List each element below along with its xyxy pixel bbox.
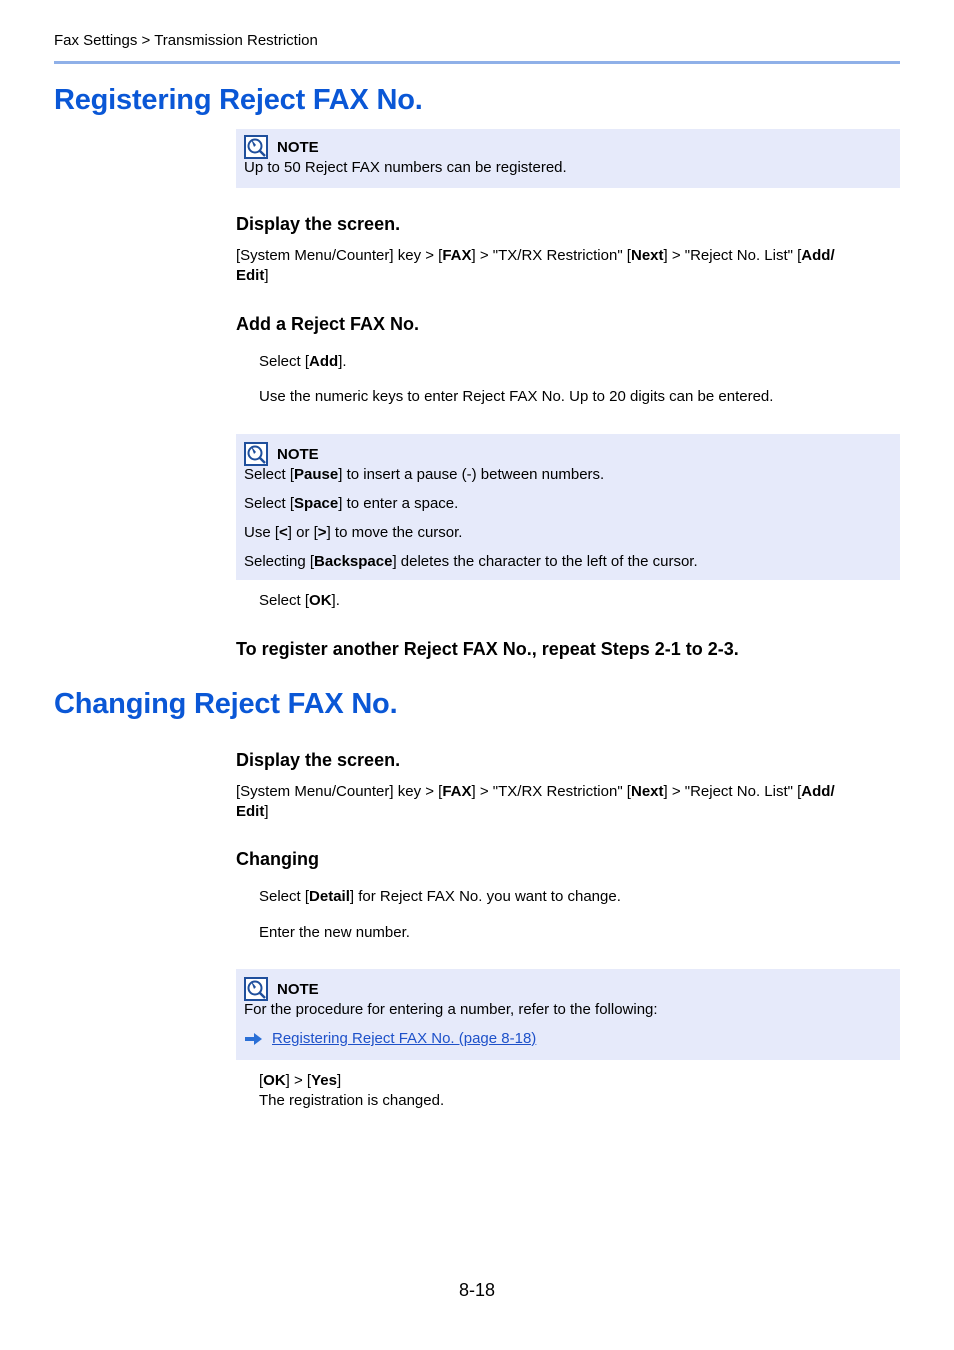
header-divider bbox=[54, 61, 900, 64]
step-select-detail: Select [Detail] for Reject FAX No. you want to change. bbox=[259, 888, 621, 905]
breadcrumb: Fax Settings > Transmission Restriction bbox=[54, 32, 318, 49]
heading-display-screen: Display the screen. bbox=[236, 214, 401, 234]
note-text: Up to 50 Reject FAX numbers can be registered. bbox=[244, 159, 567, 176]
heading-changing: Changing bbox=[236, 849, 319, 869]
step-select-ok: Select [OK]. bbox=[259, 592, 340, 609]
heading-repeat-steps: To register another Reject FAX No., repeat Steps 2-1 to 2-3. bbox=[236, 639, 739, 659]
reference-row bbox=[244, 1030, 892, 1047]
menu-path-2: [System Menu/Counter] key > [FAX] > "TX/RX Restriction" [Next] > "Reject No. List" [Add/ Edit] bbox=[236, 783, 835, 820]
note-icon bbox=[244, 977, 268, 1001]
note-icon bbox=[244, 442, 268, 466]
note-label: NOTE bbox=[277, 138, 319, 156]
reference-link[interactable]: Registering Reject FAX No. (page 8-18) bbox=[272, 1030, 537, 1047]
note-label: NOTE bbox=[277, 980, 319, 998]
step-select-add: Select [Add]. bbox=[259, 353, 347, 370]
heading-add-reject: Add a Reject FAX No. bbox=[236, 314, 420, 334]
step-enter-number: Use the numeric keys to enter Reject FAX No. Up to 20 digits can be entered. bbox=[259, 388, 774, 405]
section-title-changing: Changing Reject FAX No. bbox=[54, 688, 398, 720]
step-enter-new-number: Enter the new number. bbox=[259, 924, 410, 941]
step-ok-yes: [OK] > [Yes] bbox=[259, 1072, 342, 1089]
note-cursor: Use [<] or [>] to move the cursor. bbox=[244, 524, 463, 541]
section-title-registering: Registering Reject FAX No. bbox=[54, 84, 423, 116]
note-label: NOTE bbox=[277, 445, 319, 463]
note-pause: Select [Pause] to insert a pause (-) between numbers. bbox=[244, 466, 605, 483]
step-result: The registration is changed. bbox=[259, 1092, 445, 1109]
note-backspace: Selecting [Backspace] deletes the character to the left of the cursor. bbox=[244, 553, 698, 570]
note-box-limit bbox=[236, 129, 900, 188]
note-space: Select [Space] to enter a space. bbox=[244, 495, 459, 512]
note-icon bbox=[244, 135, 268, 159]
arrow-right-icon bbox=[245, 1032, 263, 1046]
page-number: 8-18 bbox=[458, 1280, 496, 1300]
note-box-keys bbox=[236, 434, 900, 580]
note-text: For the procedure for entering a number, refer to the following: bbox=[244, 1001, 658, 1018]
menu-path: [System Menu/Counter] key > [FAX] > "TX/RX Restriction" [Next] > "Reject No. List" [Add/ Edit] bbox=[236, 247, 835, 284]
heading-display-screen-2: Display the screen. bbox=[236, 750, 401, 770]
note-box-reference bbox=[236, 969, 900, 1060]
